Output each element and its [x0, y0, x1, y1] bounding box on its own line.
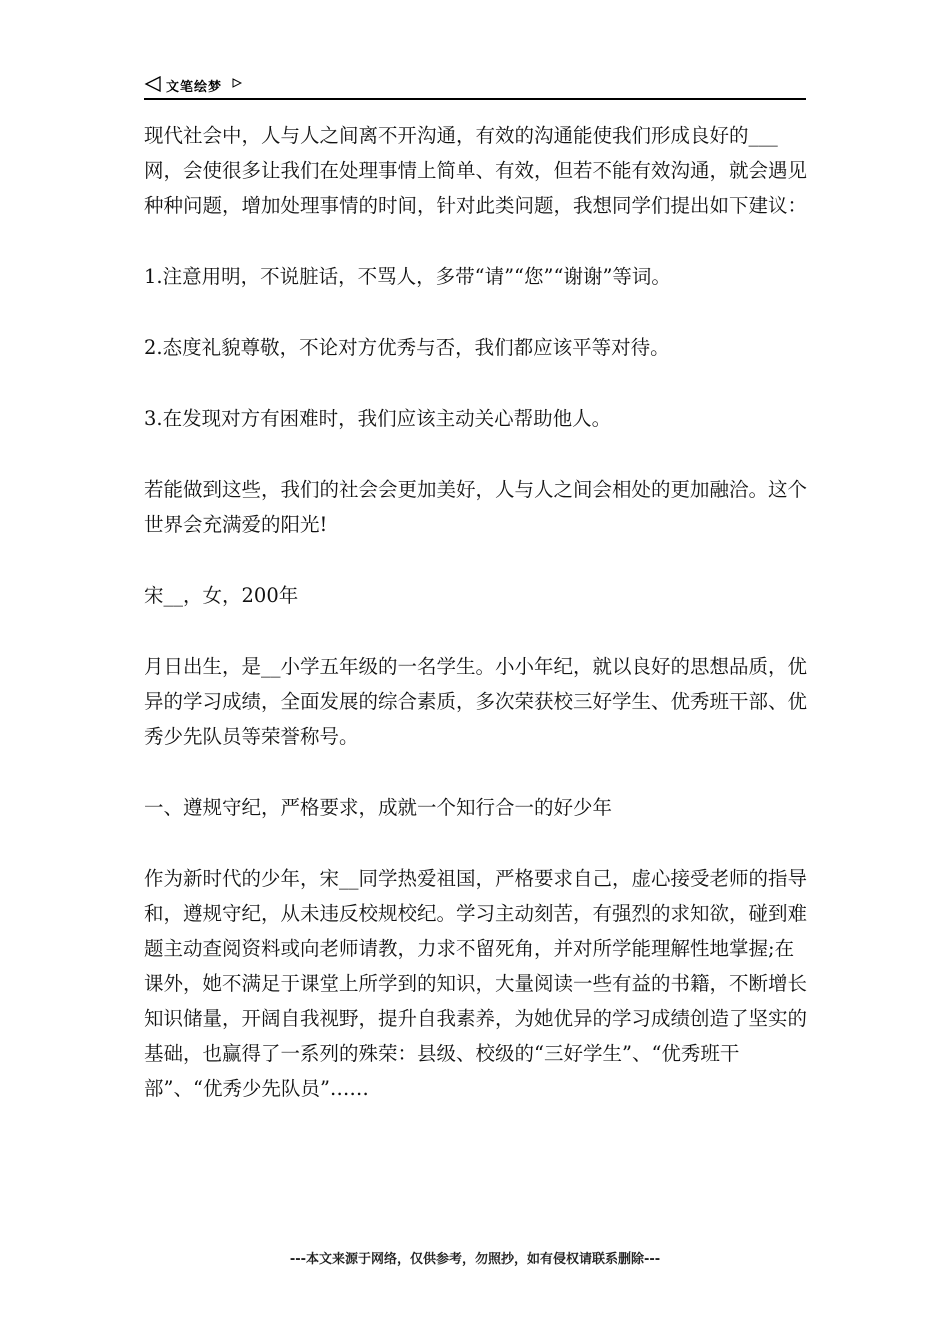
paragraph-intro: 现代社会中，人与人之间离不开沟通，有效的沟通能使我们形成良好的___网，会使很多让我们在处理事情上简单、有效，但若不能有效沟通，就会遇见种种问题，增加处理事情的时间，针对此类问题，我想同学们提出如下建议： — [144, 124, 808, 217]
page-header — [144, 72, 806, 100]
paragraph-profile-name: 宋__，女，200年 — [144, 584, 299, 607]
paragraph-suggestion-3: 3.在发现对方有困难时，我们应该主动关心帮助他人。 — [144, 407, 612, 430]
triangle-right-icon — [232, 78, 242, 88]
document-body — [144, 118, 812, 1142]
footer-disclaimer: ---本文来源于网络，仅供参考，勿照抄，如有侵权请联系删除--- — [289, 1252, 661, 1267]
paragraph-suggestion-1: 1.注意用明，不说脏话，不骂人，多带“请”“您”“谢谢”等词。 — [144, 265, 671, 288]
paragraph-suggestion-2: 2.态度礼貌尊敬，不论对方优秀与否，我们都应该平等对待。 — [144, 336, 670, 359]
paragraph-section-body: 作为新时代的少年，宋__同学热爱祖国，严格要求自己，虚心接受老师的指导和，遵规守纪，从未违反校规校纪。学习主动刻苦，有强烈的求知欲，碰到难题主动查阅资料或向老师请教，力求不留死角，并对所学能理解性地掌握;在课外，她不满足于课堂上所学到的知识，大量阅读一些有益的书籍，不断增长知识储量，开阔自我视野，提升自我素养，为她优异的学习成绩创造了坚实的基础，也赢得了一系列的殊荣：县级、校级的“三好学生”、“优秀班干部”、“优秀少先队员”…… — [144, 867, 808, 1100]
header-brand: 文笔绘梦 — [166, 80, 223, 95]
paragraph-conclusion: 若能做到这些，我们的社会会更加美好，人与人之间会相处的更加融洽。这个世界会充满爱的阳光! — [144, 478, 808, 536]
paragraph-profile-intro: 月日出生，是__小学五年级的一名学生。小小年纪，就以良好的思想品质，优异的学习成绩，全面发展的综合素质，多次荣获校三好学生、优秀班干部、优秀少先队员等荣誉称号。 — [144, 655, 808, 748]
triangle-left-icon — [144, 76, 162, 92]
section-heading: 一、遵规守纪，严格要求，成就一个知行合一的好少年 — [144, 796, 613, 819]
